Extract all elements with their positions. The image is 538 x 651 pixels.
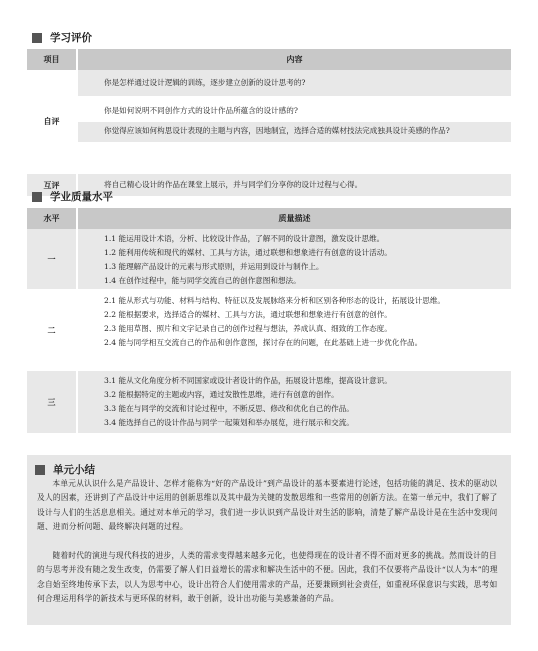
list-item: 2.4 能与同学相互交流自己的作品和创作意图，探讨存在的问题，在此基础上进一步优化作品。 xyxy=(104,338,423,347)
list-item: 你觉得应该如何构思设计表现的主题与内容，因地制宜，选择合适的媒材技法完成独具设计美感的作品? xyxy=(78,122,511,142)
list-item: 3.2 能根据特定的主题或内容，通过发散性思维，进行有创意的创作。 xyxy=(104,390,339,399)
section-header-quality xyxy=(32,189,113,204)
table-header xyxy=(27,49,511,70)
section-header-summary xyxy=(35,462,95,477)
header-description: 质量描述 xyxy=(278,214,311,223)
section-square-icon xyxy=(32,192,42,202)
list-item: 1.1 能运用设计术语，分析、比较设计作品，了解不同的设计意图，激发设计思维。 xyxy=(104,234,385,243)
list-item: 你是怎样通过设计逻辑的训练，逐步建立创新的设计思考的? xyxy=(78,70,511,96)
list-item: 将自己精心设计的作品在课堂上展示，并与同学们分享你的设计过程与心得。 xyxy=(104,180,363,189)
list-item: 2.3 能用草图、照片和文字记录自己的创作过程与想法，养成认真、细致的工作态度。 xyxy=(104,324,392,333)
list-item: 2.2 能根据要求，选择适合的媒材、工具与方法，通过联想和想象进行有创意的创作。 xyxy=(104,310,392,319)
summary-paragraph: 本单元从认识什么是产品设计、怎样才能称为“好的产品设计”到产品设计的基本要素进行论述，包括功能的满足、技术的驱动以及人的因素，还讲到了产品设计中运用的创新思维以及其中最为关键的发散思维和一些常用的创新方法。在第一单元中，我们了解了设计与人们的生活息息相关。通过对本单元的学习，我们进一步认识到产品设计对生活的影响，清楚了解产品设计是在生活中发现问题、进而分析问题、最终解决问题的过程。 xyxy=(37,479,498,532)
list-item: 3.4 能选择自己的设计作品与同学一起策划和举办展览，进行展示和交流。 xyxy=(104,418,354,427)
row-label: 二 xyxy=(27,291,78,369)
row-label: 三 xyxy=(27,371,78,433)
section-header-evaluation xyxy=(32,30,92,45)
section-square-icon xyxy=(32,33,42,43)
table-row xyxy=(27,291,511,369)
header-content: 内容 xyxy=(286,55,303,64)
row-label: 一 xyxy=(27,229,78,289)
quality-table xyxy=(27,208,511,433)
section-title: 单元小结 xyxy=(53,464,95,476)
table-row xyxy=(27,70,511,172)
list-item: 2.1 能从形式与功能、材料与结构、特征以及发展脉络来分析和区别各种形态的设计，拓展设计思维。 xyxy=(104,296,446,305)
row-label: 互评 xyxy=(27,174,78,196)
header-level: 水平 xyxy=(27,208,78,229)
table-header xyxy=(27,208,511,229)
summary-paragraph: 随着时代的演进与现代科技的进步，人类的需求变得越来越多元化，也使得现在的设计者不得不面对更多的挑战。然而设计的目的与思考并没有随之发生改变，仍需要了解人们日益增长的需求和解决生活中的不便。因此，我们不仅要将产品设计“以人为本”的理念自始至终地传承下去，以人为思考中心，设计出符合人们使用需求的产品，还要兼顾到社会责任，如重视环保意识与实践，思考如何合理运用科学的新技术与更环保的材料，敢于创新，设计出功能与美感兼备的产品。 xyxy=(37,551,498,604)
list-item: 你是如何说明不同创作方式的设计作品所蕴含的设计感的? xyxy=(104,106,298,115)
section-title: 学业质量水平 xyxy=(50,191,113,203)
section-square-icon xyxy=(35,465,45,475)
list-item: 1.3 能理解产品设计的元素与形式原则，并运用到设计与制作上。 xyxy=(104,262,324,271)
header-item: 项目 xyxy=(27,49,78,70)
table-row xyxy=(27,229,511,289)
row-label: 自评 xyxy=(27,70,78,172)
list-item: 3.3 能在与同学的交流和讨论过程中，不断反思、修改和优化自己的作品。 xyxy=(104,404,354,413)
list-item: 1.2 能利用传统和现代的媒材、工具与方法，通过联想和想象进行有创意的设计活动。 xyxy=(104,248,392,257)
evaluation-table xyxy=(27,49,511,196)
list-item: 3.1 能从文化角度分析不同国家或设计者设计的作品，拓展设计思维，提高设计意识。 xyxy=(104,376,392,385)
table-row xyxy=(27,371,511,433)
unit-summary-box xyxy=(27,455,511,625)
section-title: 学习评价 xyxy=(50,32,92,44)
list-item: 1.4 在创作过程中，能与同学交流自己的创作意图和想法。 xyxy=(104,276,301,285)
